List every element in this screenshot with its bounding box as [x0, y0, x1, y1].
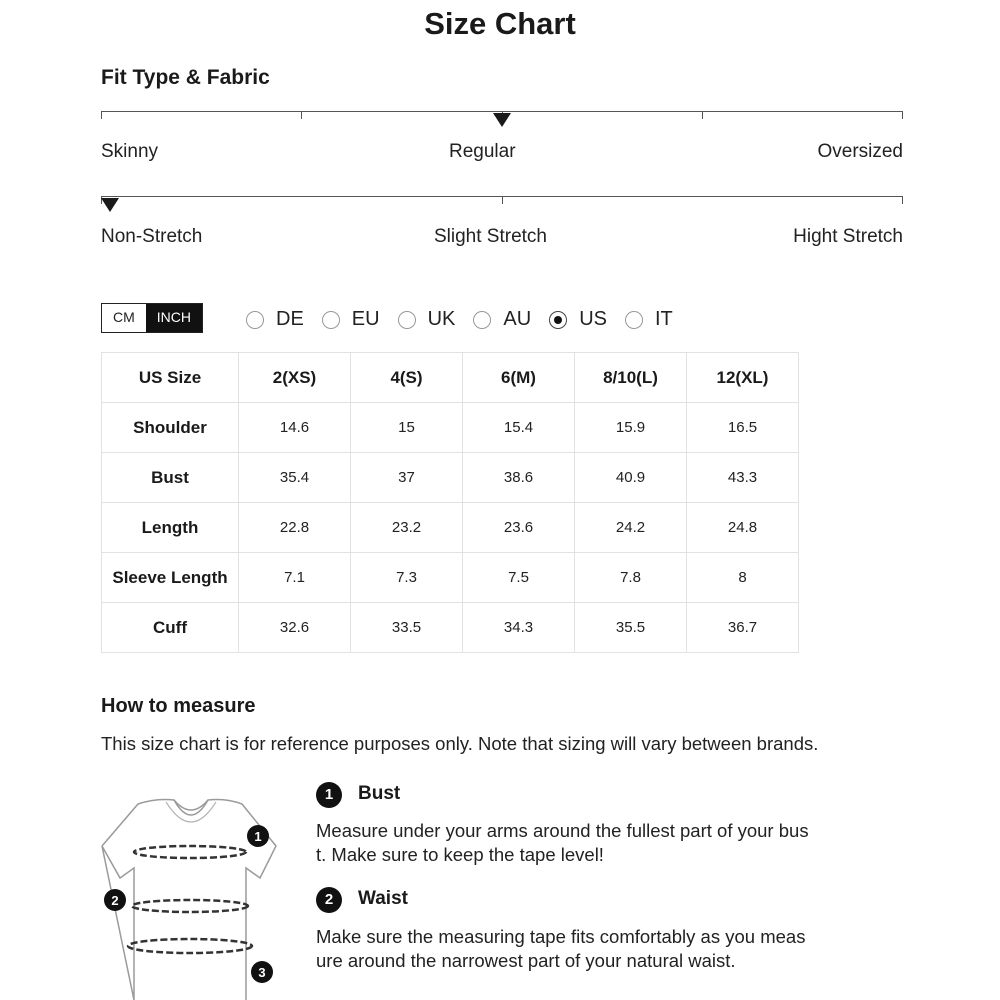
radio-checked-icon[interactable] — [549, 311, 567, 329]
region-label: AU — [503, 308, 532, 330]
table-header-cell: 6(M) — [463, 353, 575, 403]
step-2-title: Waist — [358, 888, 408, 909]
region-option-eu[interactable] — [322, 308, 380, 331]
step-1-line: t. Make sure to keep the tape level! — [316, 844, 604, 865]
stretch-scale-tick — [902, 196, 903, 204]
stretch-label-slight: Slight Stretch — [434, 226, 547, 247]
waist-tape-line — [132, 900, 248, 912]
unit-inch-button[interactable]: INCH — [146, 304, 202, 332]
table-cell: 15 — [351, 403, 463, 453]
step-2-number-badge: 2 — [316, 887, 342, 913]
table-cell: 34.3 — [463, 603, 575, 653]
bust-tape-line — [134, 846, 246, 858]
table-header-cell: 2(XS) — [239, 353, 351, 403]
tshirt-diagram — [96, 790, 286, 1000]
region-selector — [246, 308, 691, 331]
table-cell: 40.9 — [575, 453, 687, 503]
region-label: IT — [654, 308, 673, 330]
hip-tape-line — [128, 939, 252, 953]
page-title: Size Chart — [424, 6, 576, 41]
table-header-cell: 12(XL) — [687, 353, 799, 403]
table-row-label: Shoulder — [102, 403, 239, 453]
tshirt-collar — [174, 800, 208, 815]
table-header-row — [102, 353, 799, 403]
fit-selected-marker-icon — [493, 113, 511, 127]
fit-label-skinny: Skinny — [101, 141, 159, 162]
table-cell: 35.4 — [239, 453, 351, 503]
region-option-it[interactable] — [625, 308, 673, 331]
radio-icon[interactable] — [473, 311, 491, 329]
fit-label-regular: Regular — [449, 141, 516, 162]
table-cell: 43.3 — [687, 453, 799, 503]
stretch-label-high: Hight Stretch — [793, 226, 903, 247]
step-1-description — [316, 819, 856, 867]
table-cell: 23.2 — [351, 503, 463, 553]
step-1-line: Measure under your arms around the fullest part of your bus — [316, 820, 809, 841]
stretch-scale-tick — [502, 196, 503, 204]
region-label: UK — [427, 308, 456, 330]
diagram-marker-1-label: 1 — [254, 829, 262, 844]
table-cell: 23.6 — [463, 503, 575, 553]
size-table — [101, 352, 799, 653]
table-cell: 24.2 — [575, 503, 687, 553]
table-header-cell: 8/10(L) — [575, 353, 687, 403]
table-cell: 22.8 — [239, 503, 351, 553]
table-cell: 38.6 — [463, 453, 575, 503]
step-2-line: ure around the narrowest part of your natural waist. — [316, 950, 736, 971]
diagram-marker-3-label: 3 — [258, 965, 266, 980]
table-row — [102, 403, 799, 453]
fit-scale-tick — [101, 111, 102, 119]
fit-scale-tick — [301, 111, 302, 119]
step-2-description — [316, 925, 856, 973]
table-cell: 7.1 — [239, 553, 351, 603]
tshirt-collar-inner — [166, 802, 216, 822]
table-cell: 37 — [351, 453, 463, 503]
tshirt-sleeve-line — [102, 804, 138, 846]
table-row — [102, 553, 799, 603]
table-cell: 32.6 — [239, 603, 351, 653]
table-cell: 7.3 — [351, 553, 463, 603]
radio-icon[interactable] — [322, 311, 340, 329]
table-header-cell: US Size — [102, 353, 239, 403]
how-to-measure-title: How to measure — [101, 695, 256, 717]
region-option-au[interactable] — [473, 308, 531, 331]
radio-icon[interactable] — [625, 311, 643, 329]
step-1-number-badge: 1 — [316, 782, 342, 808]
table-row — [102, 453, 799, 503]
region-option-uk[interactable] — [398, 308, 456, 331]
table-cell: 7.8 — [575, 553, 687, 603]
region-option-us[interactable] — [549, 308, 607, 331]
diagram-marker-2-label: 2 — [111, 893, 119, 908]
table-cell: 15.4 — [463, 403, 575, 453]
table-cell: 24.8 — [687, 503, 799, 553]
step-2-line: Make sure the measuring tape fits comfortably as you meas — [316, 926, 806, 947]
fit-scale-tick — [902, 111, 903, 119]
fit-scale-tick — [702, 111, 703, 119]
stretch-selected-marker-icon — [101, 198, 119, 212]
table-row-label: Bust — [102, 453, 239, 503]
table-cell: 35.5 — [575, 603, 687, 653]
region-label: EU — [351, 308, 380, 330]
region-label: DE — [276, 308, 304, 330]
table-cell: 7.5 — [463, 553, 575, 603]
region-option-de[interactable] — [246, 308, 304, 331]
step-1-title: Bust — [358, 783, 401, 804]
table-row-label: Cuff — [102, 603, 239, 653]
table-header-cell: 4(S) — [351, 353, 463, 403]
table-cell: 8 — [687, 553, 799, 603]
region-label: US — [579, 308, 607, 330]
table-row — [102, 603, 799, 653]
table-cell: 16.5 — [687, 403, 799, 453]
stretch-label-non: Non-Stretch — [101, 226, 203, 247]
table-cell: 33.5 — [351, 603, 463, 653]
radio-icon[interactable] — [398, 311, 416, 329]
table-cell: 14.6 — [239, 403, 351, 453]
radio-icon[interactable] — [246, 311, 264, 329]
table-cell: 15.9 — [575, 403, 687, 453]
fit-section-title: Fit Type & Fabric — [101, 66, 270, 89]
table-row — [102, 503, 799, 553]
table-row-label: Sleeve Length — [102, 553, 239, 603]
fit-label-oversized: Oversized — [817, 141, 903, 162]
how-to-measure-note: This size chart is for reference purposes only. Note that sizing will vary between brands. — [101, 733, 819, 754]
unit-cm-button[interactable]: CM — [102, 304, 146, 332]
unit-toggle — [101, 303, 203, 333]
table-cell: 36.7 — [687, 603, 799, 653]
table-row-label: Length — [102, 503, 239, 553]
